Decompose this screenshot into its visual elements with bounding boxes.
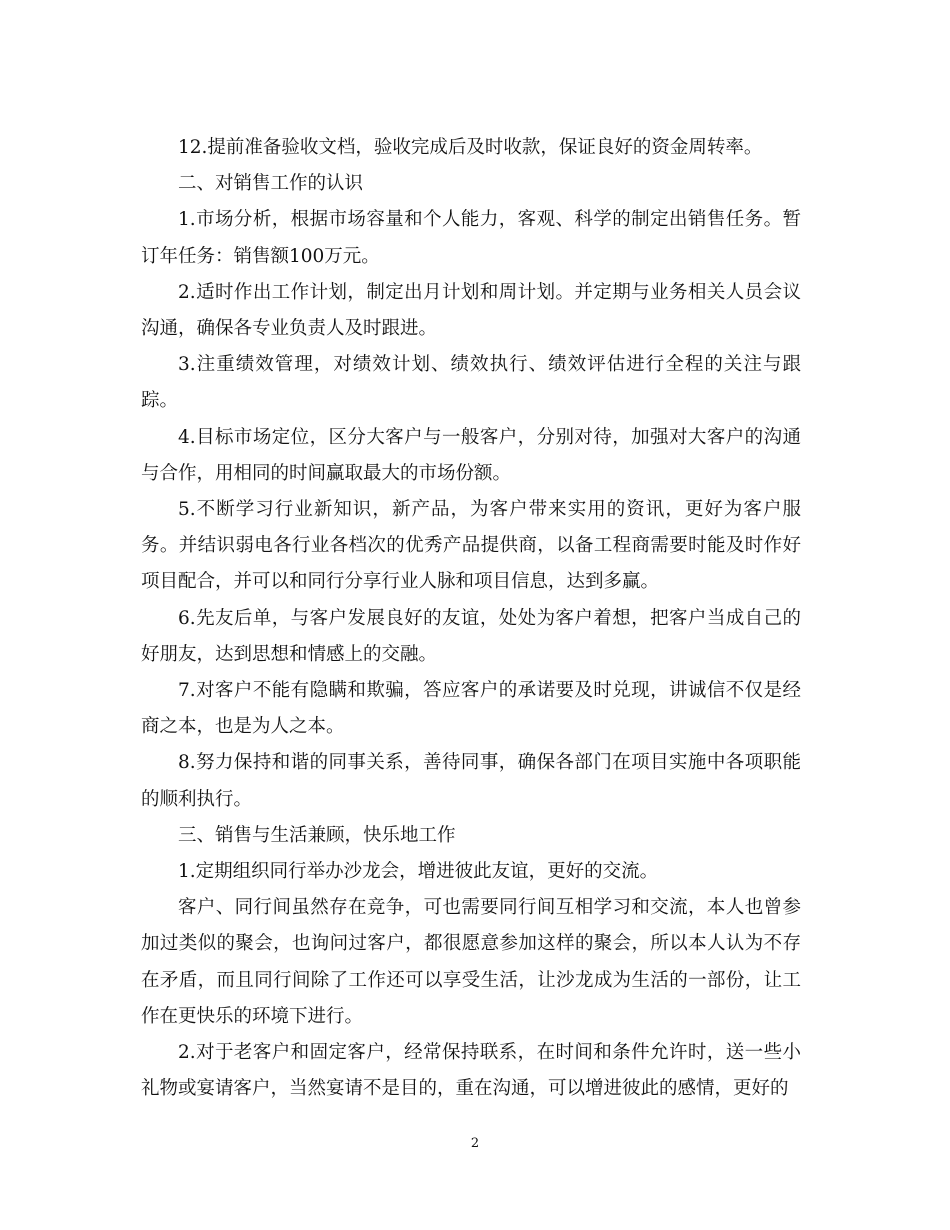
section-heading-2: 二、对销售工作的认识 bbox=[178, 173, 364, 195]
paragraph-item-5: 5.不断学习行业新知识，新产品，为客户带来实用的资讯，更好为客户服务。并结识弱电各行业各档次的优秀产品提供商，以备工程商需要时能及时作好项目配合，并可以和同行分享行业人脉和项目信息，达到多赢。 bbox=[141, 499, 801, 593]
paragraph-item-2: 2.适时作出工作计划，制定出月计划和周计划。并定期与业务相关人员会议沟通，确保各专业负责人及时跟进。 bbox=[141, 281, 801, 340]
paragraph-item-8: 8.努力保持和谐的同事关系，善待同事，确保各部门在项目实施中各项职能的顺利执行。 bbox=[141, 752, 801, 810]
document-body bbox=[141, 130, 801, 1107]
paragraph-item-1-salon: 1.定期组织同行举办沙龙会，增进彼此友谊，更好的交流。 bbox=[178, 861, 659, 883]
paragraph-item-12: 12.提前准备验收文档，验收完成后及时收款，保证良好的资金周转率。 bbox=[178, 137, 763, 158]
section-heading-3: 三、销售与生活兼顾，快乐地工作 bbox=[178, 824, 456, 846]
page-number: 2 bbox=[470, 1136, 480, 1151]
paragraph-competition: 客户、同行间虽然存在竞争，可也需要同行间互相学习和交流，本人也曾参加过类似的聚会，也询问过客户，都很愿意参加这样的聚会，所以本人认为不存在矛盾，而且同行间除了工作还可以享受生活，让沙龙成为生活的一部份，让工作在更快乐的环境下进行。 bbox=[141, 897, 801, 1027]
paragraph-item-4: 4.目标市场定位，区分大客户与一般客户，分别对待，加强对大客户的沟通与合作，用相同的时间赢取最大的市场份额。 bbox=[141, 426, 801, 484]
paragraph-item-7: 7.对客户不能有隐瞒和欺骗，答应客户的承诺要及时兑现，讲诚信不仅是经商之本，也是为人之本。 bbox=[141, 680, 801, 738]
paragraph-item-1: 1.市场分析，根据市场容量和个人能力，客观、科学的制定出销售任务。暂订年任务：销售额100万元。 bbox=[141, 209, 801, 267]
paragraph-item-6: 6.先友后单，与客户发展良好的友谊，处处为客户着想，把客户当成自己的好朋友，达到思想和情感上的交融。 bbox=[141, 607, 801, 665]
paragraph-item-3: 3.注重绩效管理，对绩效计划、绩效执行、绩效评估进行全程的关注与跟踪。 bbox=[141, 354, 801, 412]
paragraph-item-2-clients: 2.对于老客户和固定客户，经常保持联系，在时间和条件允许时，送一些小礼物或宴请客户，当然宴请不是目的，重在沟通，可以增进彼此的感情，更好的 bbox=[141, 1042, 801, 1100]
